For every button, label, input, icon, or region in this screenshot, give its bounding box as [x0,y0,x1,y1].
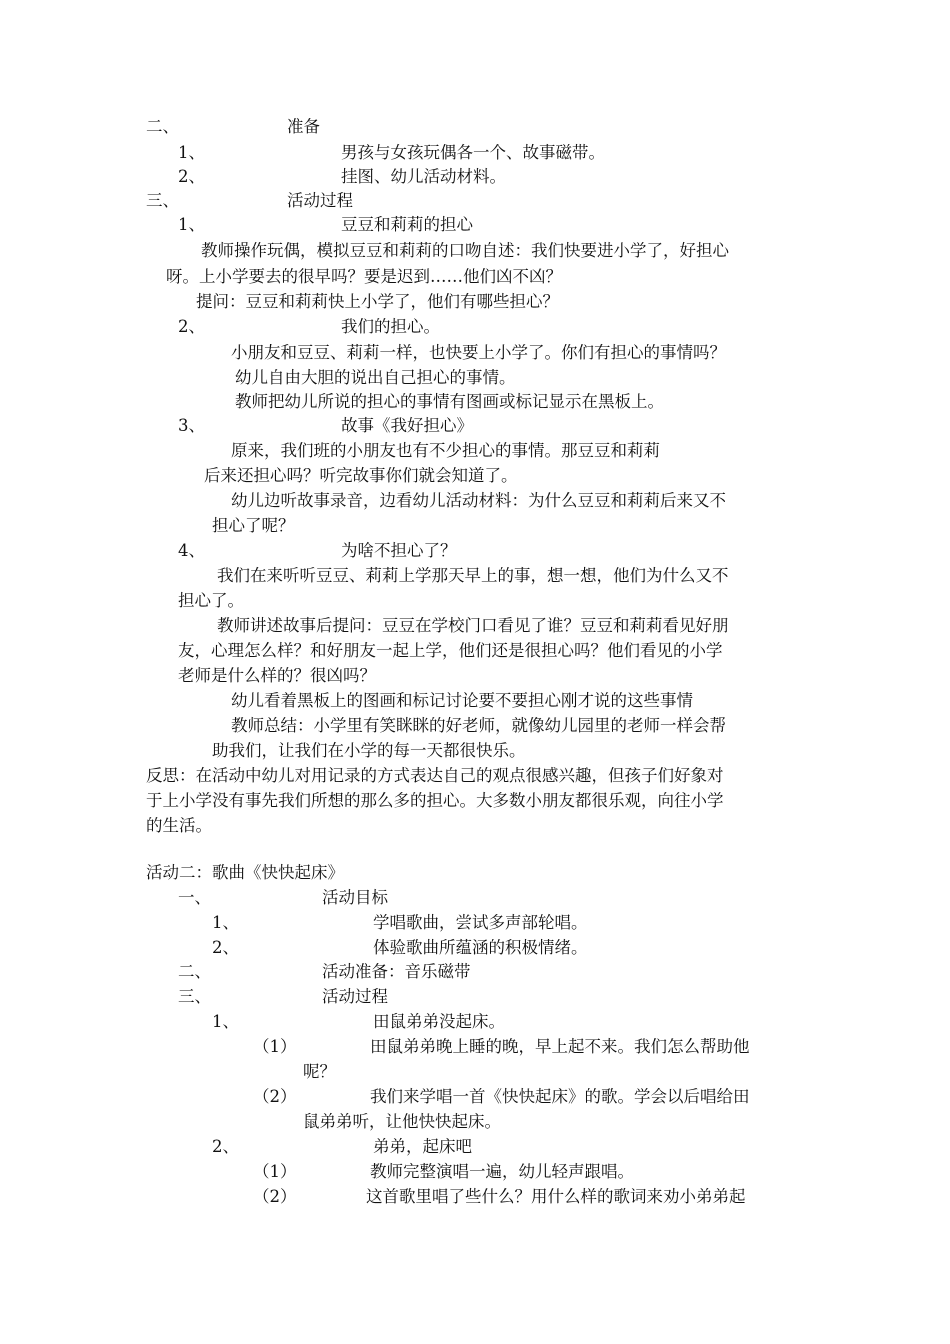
text-line-b1-2-b: 鼠弟弟听，让他快快起床。 [303,1112,501,1131]
text-line-b1-num: 1、 [212,1012,239,1031]
text-line-r-b: 于上小学没有事先我们所想的那么多的担心。大多数小朋友都很乐观，向往小学 [146,791,724,810]
text-line-r-c: 的生活。 [146,816,212,835]
text-line-p2-num: 2、 [178,317,205,336]
text-line-p2-title: 我们的担心。 [341,317,440,336]
text-line-p4-title: 为啥不担心了？ [341,541,457,560]
text-line-b2-title: 弟弟，起床吧 [373,1137,472,1156]
text-line-s2-2-text: 挂图、幼儿活动材料。 [341,167,506,186]
text-line-p1-a: 教师操作玩偶，模拟豆豆和莉莉的口吻自述：我们快要进小学了，好担心 [201,241,729,260]
text-line-p4-g: 教师总结：小学里有笑眯眯的好老师，就像幼儿园里的老师一样会帮 [231,716,726,735]
text-line-a3-title: 活动过程 [322,987,388,1006]
text-line-s2-1-num: 1、 [178,143,205,162]
text-line-p1-title: 豆豆和莉莉的担心 [341,215,473,234]
text-line-a2-num: 二、 [178,962,211,981]
text-line-p4-d: 友，心理怎么样？和好朋友一起上学，他们还是很担心吗？他们看见的小学 [178,641,723,660]
text-line-p4-a: 我们在来听听豆豆、莉莉上学那天早上的事，想一想，他们为什么又不 [217,566,729,585]
text-line-s2-title: 准备 [287,117,320,136]
text-line-b1-1-a: 田鼠弟弟晚上睡的晚，早上起不来。我们怎么帮助他 [370,1037,750,1056]
text-line-p1-num: 1、 [178,215,205,234]
text-line-p4-b: 担心了。 [178,591,244,610]
text-line-s2-2-num: 2、 [178,167,205,186]
text-line-b1-1-b: 呢？ [303,1062,336,1081]
text-line-s2-1-text: 男孩与女孩玩偶各一个、故事磁带。 [341,143,605,162]
text-line-p3-title: 故事《我好担心》 [341,416,473,435]
text-line-a1-1-text: 学唱歌曲，尝试多声部轮唱。 [373,913,588,932]
text-line-act2-title: 活动二：歌曲《快快起床》 [146,863,344,882]
text-line-p4-c: 教师讲述故事后提问：豆豆在学校门口看见了谁？豆豆和莉莉看见好朋 [217,616,729,635]
text-line-p2-a: 小朋友和豆豆、莉莉一样，也快要上小学了。你们有担心的事情吗？ [231,343,726,362]
text-line-p2-c: 教师把幼儿所说的担心的事情有图画或标记显示在黑板上。 [235,392,664,411]
text-line-a3-num: 三、 [178,987,211,1006]
text-line-b2-2-text: 这首歌里唱了些什么？用什么样的歌词来劝小弟弟起 [366,1187,746,1206]
text-line-p4-h: 助我们，让我们在小学的每一天都很快乐。 [212,741,526,760]
text-line-p1-c: 提问：豆豆和莉莉快上小学了，他们有哪些担心？ [196,292,559,311]
text-line-b1-1-num: （1） [253,1037,297,1056]
text-line-a1-title: 活动目标 [322,888,388,907]
text-line-a1-2-text: 体验歌曲所蕴涵的积极情绪。 [373,938,588,957]
text-line-p4-f: 幼儿看着黑板上的图画和标记讨论要不要担心刚才说的这些事情 [231,691,693,710]
text-line-r-a: 反思：在活动中幼儿对用记录的方式表达自己的观点很感兴趣，但孩子们好象对 [146,766,724,785]
text-line-p2-b: 幼儿自由大胆的说出自己担心的事情。 [235,368,516,387]
text-line-p3-num: 3、 [178,416,205,435]
text-line-p3-a: 原来，我们班的小朋友也有不少担心的事情。那豆豆和莉莉 [231,441,660,460]
text-line-a1-num: 一、 [178,888,211,907]
text-line-a1-1-num: 1、 [212,913,239,932]
text-line-b2-2-num: （2） [253,1187,297,1206]
text-line-b1-2-a: 我们来学唱一首《快快起床》的歌。学会以后唱给田 [370,1087,750,1106]
text-line-p4-num: 4、 [178,541,205,560]
text-line-p4-e: 老师是什么样的？很凶吗？ [178,666,376,685]
text-line-b2-1-text: 教师完整演唱一遍，幼儿轻声跟唱。 [370,1162,634,1181]
text-line-p3-d: 担心了呢？ [212,516,295,535]
text-line-s2-num: 二、 [146,117,179,136]
text-line-a2-title: 活动准备：音乐磁带 [322,962,471,981]
text-line-b2-1-num: （1） [253,1162,297,1181]
text-line-s3-title: 活动过程 [287,191,353,210]
text-line-s3-num: 三、 [146,191,179,210]
text-line-a1-2-num: 2、 [212,938,239,957]
text-line-p3-b: 后来还担心吗？听完故事你们就会知道了。 [204,466,518,485]
text-line-p3-c: 幼儿边听故事录音，边看幼儿活动材料：为什么豆豆和莉莉后来又不 [231,491,726,510]
text-line-b1-2-num: （2） [253,1087,297,1106]
text-line-p1-b: 呀。上小学要去的很早吗？要是迟到……他们凶不凶？ [166,267,562,286]
text-line-b1-title: 田鼠弟弟没起床。 [373,1012,505,1031]
text-line-b2-num: 2、 [212,1137,239,1156]
